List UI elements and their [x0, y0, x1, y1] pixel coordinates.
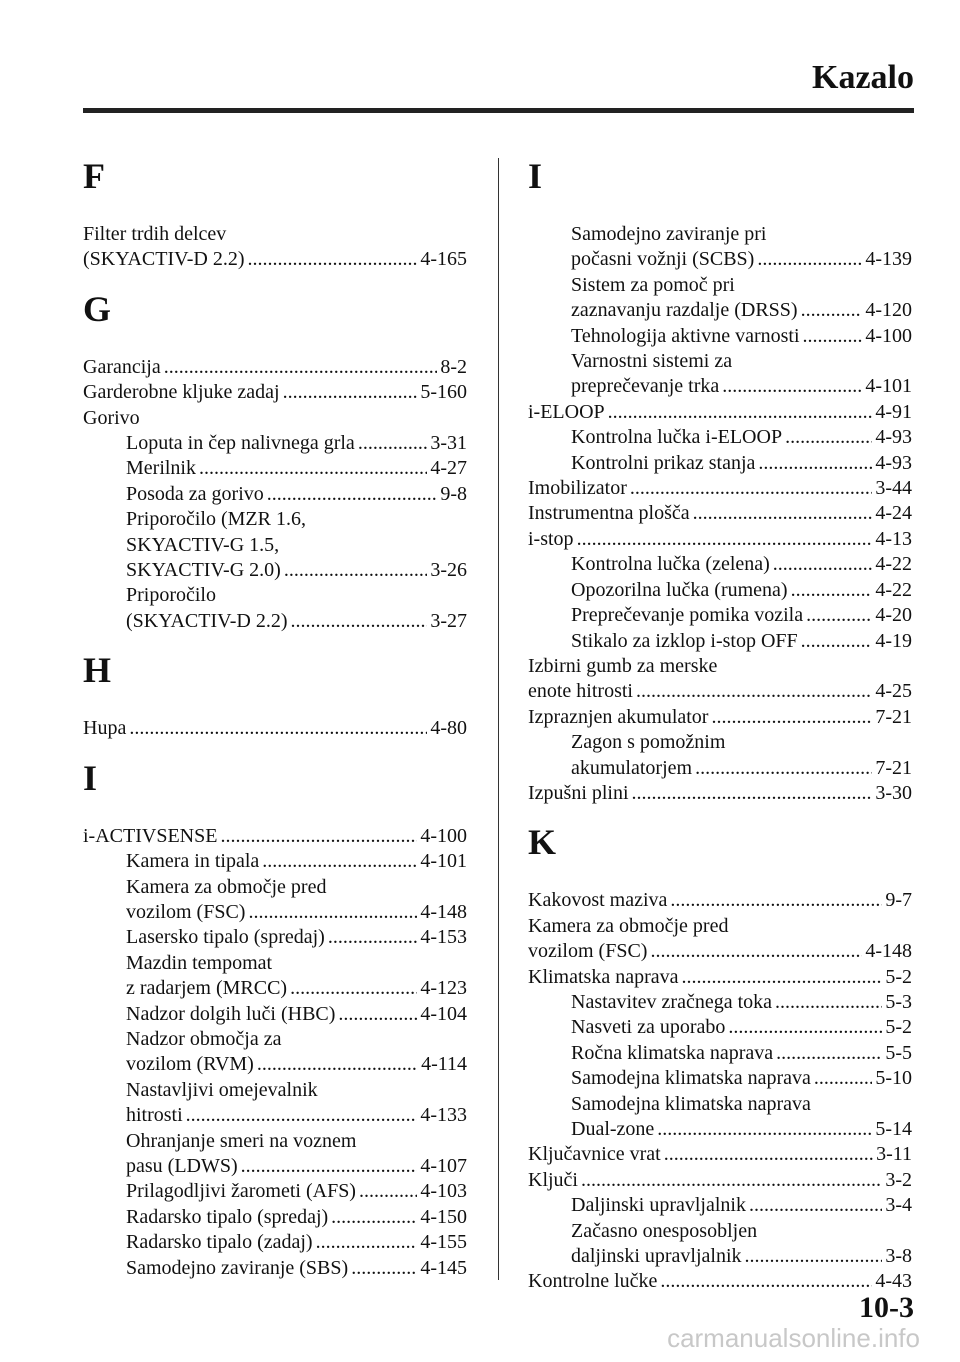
dot-leader [248, 900, 417, 925]
dot-leader [695, 756, 872, 781]
dot-leader [257, 1052, 418, 1077]
entry-page: 4-93 [875, 451, 912, 474]
entry-page: 4-100 [865, 324, 912, 347]
entry-text: (SKYACTIV-D 2.2) [83, 248, 245, 271]
entry-page: 5-3 [885, 990, 912, 1013]
entry-page: 7-21 [875, 756, 912, 779]
entry-text: Kontrolna lučka (zelena) [571, 553, 770, 576]
dot-leader [290, 609, 427, 634]
index-entry [528, 781, 912, 806]
entry-text: Samodejna klimatska naprava [571, 1067, 811, 1090]
index-entry [528, 1092, 912, 1117]
index-entry [528, 1117, 912, 1142]
index-entry [528, 298, 912, 323]
entry-text: Kontrolni prikaz stanja [571, 451, 756, 474]
entry-text: Priporočilo [126, 584, 216, 607]
dot-leader [801, 629, 873, 654]
entry-text: Klimatska naprava [528, 965, 679, 988]
dot-leader [630, 476, 872, 501]
index-entry [83, 925, 467, 950]
dot-leader [775, 990, 882, 1015]
dot-leader [328, 925, 418, 950]
dot-leader [331, 1205, 417, 1230]
entry-page: 9-8 [440, 482, 467, 505]
index-entry [83, 558, 467, 583]
entry-page: 4-148 [865, 940, 912, 963]
index-entry [83, 849, 467, 874]
dot-leader [791, 578, 873, 603]
entry-text: Ključi [528, 1168, 578, 1191]
dot-leader [711, 705, 872, 730]
entry-page: 4-153 [420, 926, 467, 949]
dot-leader [636, 679, 872, 704]
dot-leader [693, 501, 873, 526]
entry-page: 3-11 [876, 1143, 912, 1166]
index-section [83, 156, 467, 273]
entry-page: 4-104 [420, 1002, 467, 1025]
entry-text: Hupa [83, 717, 127, 740]
index-entry [83, 900, 467, 925]
entry-text: Kontrolne lučke [528, 1270, 658, 1293]
entry-text: Nastavljivi omejevalnik [126, 1078, 318, 1101]
dot-leader [650, 939, 862, 964]
entry-page: 3-44 [875, 477, 912, 500]
entry-page: 4-114 [421, 1053, 467, 1076]
index-entry [83, 1256, 467, 1281]
entry-page: 4-148 [420, 900, 467, 923]
entry-text: Tehnologija aktivne varnosti [571, 324, 800, 347]
dot-leader [664, 1142, 873, 1167]
index-entry [528, 914, 912, 939]
index-entry [528, 451, 912, 476]
dot-leader [247, 247, 417, 272]
entry-text: Filter trdih delcev [83, 223, 227, 245]
dot-leader [283, 380, 418, 405]
index-entry [83, 507, 467, 532]
index-entry [528, 501, 912, 526]
index-entry [528, 400, 912, 425]
entry-text: Radarsko tipalo (spredaj) [126, 1205, 329, 1228]
index-entry [528, 705, 912, 730]
dot-leader [577, 527, 873, 552]
entry-text: vozilom (RVM) [126, 1053, 254, 1076]
entry-text: Nadzor dolgih luči (HBC) [126, 1002, 336, 1025]
entry-page: 4-43 [875, 1270, 912, 1293]
index-entry [528, 990, 912, 1015]
entry-text: Izpraznjen akumulator [528, 705, 709, 728]
index-entry [83, 222, 467, 247]
index-entry [83, 1154, 467, 1179]
page-title: Kazalo [812, 59, 914, 96]
index-entry [83, 380, 467, 405]
index-entry [528, 730, 912, 755]
entry-text: Radarsko tipalo (zadaj) [126, 1231, 313, 1254]
dot-leader [776, 1041, 882, 1066]
index-entry [528, 552, 912, 577]
entry-page: 9-7 [885, 889, 912, 912]
entry-text: i-ELOOP [528, 400, 605, 423]
index-column-right [528, 154, 912, 1311]
index-entry [528, 939, 912, 964]
entry-text: Dual-zone [571, 1118, 655, 1140]
entry-text: počasni vožnji (SCBS) [571, 248, 755, 271]
entry-page: 3-4 [885, 1194, 912, 1217]
dot-leader [241, 1154, 418, 1179]
index-entry [528, 273, 912, 298]
entry-page: 3-2 [885, 1168, 912, 1191]
entry-text: Gorivo [83, 406, 140, 429]
entry-page: 4-19 [875, 629, 912, 652]
index-entry [83, 355, 467, 380]
entry-page: 4-80 [430, 717, 467, 740]
entry-text: Priporočilo (MZR 1.6, [126, 508, 306, 531]
dot-leader [785, 425, 872, 450]
entry-page: 3-30 [875, 781, 912, 804]
index-entry [83, 1205, 467, 1230]
entry-text: Posoda za gorivo [126, 482, 264, 505]
index-section [83, 289, 467, 634]
page-number: 10-3 [859, 1291, 914, 1324]
entry-text: Samodejno zaviranje (SBS) [126, 1256, 349, 1279]
entry-text: Kakovost maziva [528, 889, 668, 912]
dot-leader [267, 482, 438, 507]
entry-text: Opozorilna lučka (rumena) [571, 578, 788, 601]
entry-page: 4-133 [420, 1104, 467, 1127]
index-entry [528, 1142, 912, 1167]
dot-leader [338, 1002, 417, 1027]
entry-page: 4-100 [420, 824, 467, 847]
index-entry [528, 679, 912, 704]
index-section [83, 758, 467, 1281]
entry-text: Ključavnice vrat [528, 1143, 661, 1166]
entry-page: 4-25 [875, 680, 912, 703]
entry-page: 4-20 [875, 604, 912, 627]
index-entry [528, 1168, 912, 1193]
entry-page: 4-93 [875, 426, 912, 449]
entry-page: 5-2 [885, 1016, 912, 1039]
dot-leader [773, 552, 873, 577]
index-entry [528, 1269, 912, 1294]
index-entry [528, 578, 912, 603]
entry-text: Nasveti za uporabo [571, 1016, 726, 1039]
entry-page: 4-91 [875, 400, 912, 423]
index-entry [528, 1066, 912, 1091]
index-entry [528, 247, 912, 272]
entry-text: enote hitrosti [528, 680, 633, 703]
entry-text: Lasersko tipalo (spredaj) [126, 926, 325, 949]
dot-leader [749, 1193, 882, 1218]
dot-leader [199, 456, 427, 481]
entry-page: 4-123 [420, 977, 467, 1000]
entry-text: Varnostni sistemi za [571, 350, 733, 373]
entry-page: 4-13 [875, 527, 912, 550]
entry-text: Samodejno zaviranje pri [571, 223, 767, 245]
dot-leader [186, 1103, 418, 1128]
entry-text: SKYACTIV-G 1.5, [126, 533, 280, 556]
index-entry [83, 1002, 467, 1027]
entry-page: 5-14 [875, 1118, 912, 1140]
index-section [83, 650, 467, 741]
dot-leader [728, 1015, 882, 1040]
entry-page: 4-27 [430, 457, 467, 480]
dot-leader [129, 716, 427, 741]
entry-text: Loputa in čep nalivnega grla [126, 432, 355, 455]
dot-leader [803, 324, 863, 349]
index-section [528, 822, 912, 1295]
entry-text: Kamera za območje pred [528, 914, 729, 937]
index-entry [528, 374, 912, 399]
entry-text: Mazdin tempomat [126, 951, 273, 974]
index-entry [83, 1103, 467, 1128]
entry-text: Samodejna klimatska naprava [571, 1092, 811, 1115]
dot-leader [814, 1066, 872, 1091]
dot-leader [608, 400, 873, 425]
entry-page: 3-31 [430, 432, 467, 455]
index-entry [83, 482, 467, 507]
entry-text: Ročna klimatska naprava [571, 1041, 774, 1064]
entry-text: Merilnik [126, 457, 196, 480]
index-entry [528, 1041, 912, 1066]
section-letter: I [83, 757, 98, 798]
entry-page: 5-5 [885, 1041, 912, 1064]
entry-page: 4-165 [420, 248, 467, 271]
entry-page: 7-21 [875, 705, 912, 728]
dot-leader [657, 1117, 872, 1142]
entry-page: 4-24 [875, 502, 912, 525]
index-entry [83, 1027, 467, 1052]
entry-page: 4-120 [865, 299, 912, 322]
index-entry [528, 654, 912, 679]
entry-text: akumulatorjem [571, 756, 693, 779]
index-entry [528, 603, 912, 628]
index-entry [83, 431, 467, 456]
dot-leader [632, 781, 873, 806]
dot-leader [359, 1179, 417, 1204]
dot-leader [290, 976, 417, 1001]
index-entry [83, 1129, 467, 1154]
index-entry [528, 965, 912, 990]
entry-text: Garderobne kljuke zadaj [83, 381, 280, 404]
section-letter: F [83, 156, 105, 196]
dot-leader [758, 451, 872, 476]
dot-leader [682, 965, 883, 990]
entry-text: Začasno onesposobljen [571, 1219, 758, 1242]
dot-leader [220, 824, 417, 849]
entry-page: 3-27 [430, 609, 467, 632]
index-entry [83, 716, 467, 741]
index-entry [528, 888, 912, 913]
index-entry [528, 629, 912, 654]
dot-leader [262, 849, 417, 874]
entry-text: Sistem za pomoč pri [571, 273, 735, 296]
entry-page: 4-103 [420, 1180, 467, 1203]
index-entry [528, 324, 912, 349]
entry-page: 4-150 [420, 1205, 467, 1228]
entry-page: 5-2 [885, 965, 912, 988]
entry-page: 4-155 [420, 1231, 467, 1254]
index-entry [83, 875, 467, 900]
section-letter: K [528, 822, 557, 863]
entry-text: Zagon s pomožnim [571, 731, 726, 754]
entry-text: SKYACTIV-G 2.0) [126, 559, 281, 582]
dot-leader [801, 298, 863, 323]
section-letter: I [528, 156, 543, 196]
index-column-left [83, 154, 467, 1297]
entry-text: Ohranjanje smeri na voznem [126, 1129, 357, 1152]
entry-text: i-stop [528, 527, 574, 550]
entry-text: Kamera za območje pred [126, 875, 327, 898]
entry-text: preprečevanje trka [571, 375, 720, 398]
index-entry [528, 1015, 912, 1040]
entry-text: hitrosti [126, 1104, 183, 1127]
index-entry [528, 1244, 912, 1269]
entry-text: Nastavitev zračnega toka [571, 990, 773, 1013]
entry-text: i-ACTIVSENSE [83, 824, 218, 847]
entry-page: 4-22 [875, 553, 912, 576]
section-letter: G [83, 288, 112, 329]
index-entry [83, 1230, 467, 1255]
index-entry [528, 222, 912, 247]
dot-leader [284, 558, 428, 583]
dot-leader [660, 1269, 872, 1294]
watermark: carmanualsonline.info [667, 1323, 920, 1353]
entry-text: zaznavanju razdalje (DRSS) [571, 299, 798, 322]
header-rule [83, 108, 914, 113]
index-entry [83, 609, 467, 634]
entry-page: 3-26 [430, 559, 467, 582]
entry-page: 4-101 [420, 850, 467, 873]
dot-leader [164, 355, 438, 380]
entry-text: Imobilizator [528, 477, 627, 500]
entry-page: 4-139 [865, 248, 912, 271]
index-entry [83, 1078, 467, 1103]
entry-page: 8-2 [440, 355, 467, 378]
index-entry [83, 583, 467, 608]
index-entry [528, 425, 912, 450]
index-entry [83, 533, 467, 558]
index-entry [528, 1193, 912, 1218]
entry-page: 5-160 [420, 381, 467, 404]
column-divider [498, 158, 499, 1280]
entry-text: Kamera in tipala [126, 850, 260, 873]
index-entry [528, 527, 912, 552]
index-entry [528, 756, 912, 781]
index-entry [83, 406, 467, 431]
index-entry [528, 1219, 912, 1244]
index-entry [83, 456, 467, 481]
index-entry [83, 1052, 467, 1077]
index-entry [83, 1179, 467, 1204]
entry-page: 4-101 [865, 375, 912, 398]
index-section [528, 156, 912, 806]
index-entry [83, 976, 467, 1001]
entry-text: z radarjem (MRCC) [126, 977, 288, 1000]
entry-page: 4-145 [420, 1256, 467, 1279]
dot-leader [316, 1230, 418, 1255]
dot-leader [670, 888, 882, 913]
dot-leader [351, 1256, 417, 1281]
entry-page: 4-22 [875, 578, 912, 601]
entry-page: 3-8 [885, 1245, 912, 1268]
entry-text: Instrumentna plošča [528, 502, 690, 525]
entry-text: daljinski upravljalnik [571, 1245, 742, 1268]
dot-leader [757, 247, 862, 272]
dot-leader [581, 1168, 882, 1193]
index-entry [528, 476, 912, 501]
entry-text: vozilom (FSC) [126, 900, 246, 923]
entry-page: 4-107 [420, 1154, 467, 1177]
dot-leader [806, 603, 872, 628]
entry-page: 5-10 [875, 1067, 912, 1090]
entry-text: Stikalo za izklop i-stop OFF [571, 629, 798, 652]
entry-text: Izpušni plini [528, 781, 629, 804]
index-entry [528, 349, 912, 374]
index-entry [83, 951, 467, 976]
entry-text: (SKYACTIV-D 2.2) [126, 609, 288, 632]
entry-text: Prilagodljivi žarometi (AFS) [126, 1180, 356, 1203]
entry-text: Preprečevanje pomika vozila [571, 604, 804, 627]
dot-leader [358, 431, 428, 456]
section-letter: H [83, 650, 112, 691]
entry-text: Izbirni gumb za merske [528, 654, 718, 677]
dot-leader [745, 1244, 883, 1269]
entry-text: Kontrolna lučka i-ELOOP [571, 426, 783, 449]
entry-text: pasu (LDWS) [126, 1154, 238, 1177]
index-entry [83, 247, 467, 272]
dot-leader [722, 374, 862, 399]
index-entry [83, 824, 467, 849]
entry-text: vozilom (FSC) [528, 940, 648, 963]
entry-text: Garancija [83, 355, 161, 378]
entry-text: Daljinski upravljalnik [571, 1194, 746, 1217]
entry-text: Nadzor območja za [126, 1027, 282, 1050]
